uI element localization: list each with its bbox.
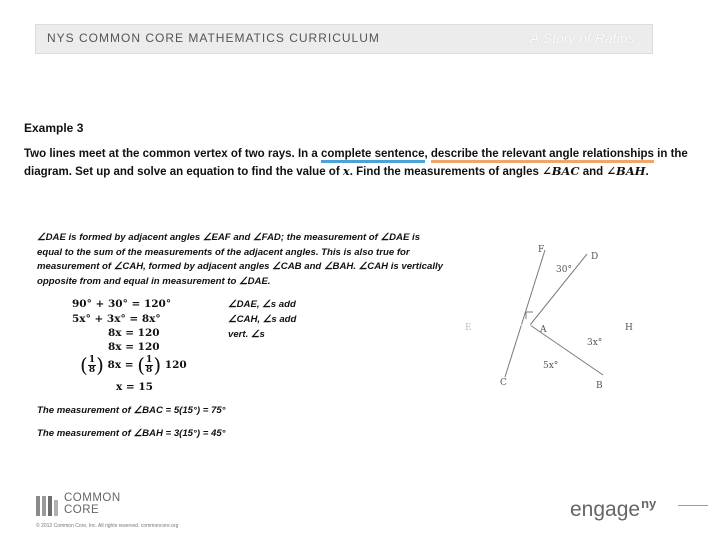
logo-line-1: COMMON (64, 492, 121, 504)
curriculum-title: NYS COMMON CORE MATHEMATICS CURRICULUM (47, 31, 380, 45)
prompt-text: . Find the measurements of angles (349, 166, 543, 178)
label-5x-degrees: 5x° (543, 361, 559, 371)
example-prompt (24, 146, 696, 181)
label-h: H (625, 323, 633, 333)
prompt-variable: x (342, 164, 350, 178)
engage-text: engage (570, 498, 641, 521)
fraction-denominator: 8 (146, 364, 153, 375)
paren-left: ( (80, 353, 88, 377)
label-30-degrees: 30° (556, 265, 572, 275)
equation-3: 8x = 120 (108, 327, 160, 339)
label-3x-degrees: 3x° (587, 338, 603, 348)
equation-5 (80, 353, 187, 377)
fraction-numerator: 1 (88, 354, 96, 365)
prompt-text: in the diagram. Set up and solve an equation to find the value of (24, 148, 688, 178)
engage-ny-superscript: ny (641, 496, 657, 511)
label-c: C (500, 378, 507, 388)
paren-right: ) (153, 353, 162, 377)
copyright-notice: © 2012 Common Core, Inc. All rights reserved. commoncore.org (36, 523, 179, 529)
label-b: B (596, 381, 603, 391)
angle-diagram (460, 232, 690, 402)
label-e: E (465, 323, 472, 333)
prompt-angle-bac: ∠BAC (542, 164, 580, 178)
reason-3: vert. ∠s (228, 329, 265, 340)
fraction-numerator: 1 (146, 354, 153, 365)
common-core-logo-icon (36, 496, 58, 516)
result-angle-bac: The measurement of ∠BAC = 5(15°) = 75° (37, 405, 226, 416)
logo-line-2: CORE (64, 504, 100, 516)
prompt-text: Two lines meet at the common vertex of two rays. In a (24, 148, 321, 160)
reason-1: ∠DAE, ∠s add (228, 299, 296, 310)
equation-6: x = 15 (116, 381, 153, 393)
prompt-text: . (645, 166, 649, 178)
paren-left: ( (137, 353, 146, 377)
label-d: D (591, 252, 599, 262)
underline-complete-sentence: complete sentence (321, 148, 425, 163)
prompt-text: , (424, 148, 431, 160)
footer-divider (678, 505, 708, 506)
equation-1: 90° + 30° = 120° (72, 298, 172, 310)
fraction-left (88, 356, 96, 375)
solution-explanation: ∠DAE is formed by adjacent angles ∠EAF and ∠FAD; the measurement of ∠DAE is equal to the sum of the measurements of the adjacent angles. This is also true for measurement of ∠CAH, formed by adjacent angles ∠CAB and ∠BAH. ∠CAH is vertically opposite from and equal in measurement to ∠DAE. (37, 232, 443, 287)
equation-2: 5x° + 3x° = 8x° (72, 313, 161, 325)
prompt-angle-bah: ∠BAH (606, 164, 646, 178)
prompt-text: and (579, 166, 607, 178)
label-a: A (540, 325, 547, 335)
right-angle-mark (526, 312, 533, 319)
underline-angle-relationships: describe the relevant angle relationships (431, 148, 654, 163)
engageny-logo (570, 496, 656, 522)
module-name: A Story of Ratios (530, 30, 635, 46)
label-f: F (538, 245, 545, 255)
paren-right: ) (96, 353, 104, 377)
example-title: Example 3 (24, 121, 84, 135)
common-core-logo-text (64, 492, 121, 516)
result-angle-bah: The measurement of ∠BAH = 3(15°) = 45° (37, 428, 226, 439)
equation-5-right: 120 (164, 359, 187, 371)
equation-5-middle: 8x = (107, 359, 138, 371)
equation-4: 8x = 120 (108, 341, 160, 353)
reason-2: ∠CAH, ∠s add (228, 314, 297, 325)
fraction-denominator: 8 (88, 364, 96, 375)
